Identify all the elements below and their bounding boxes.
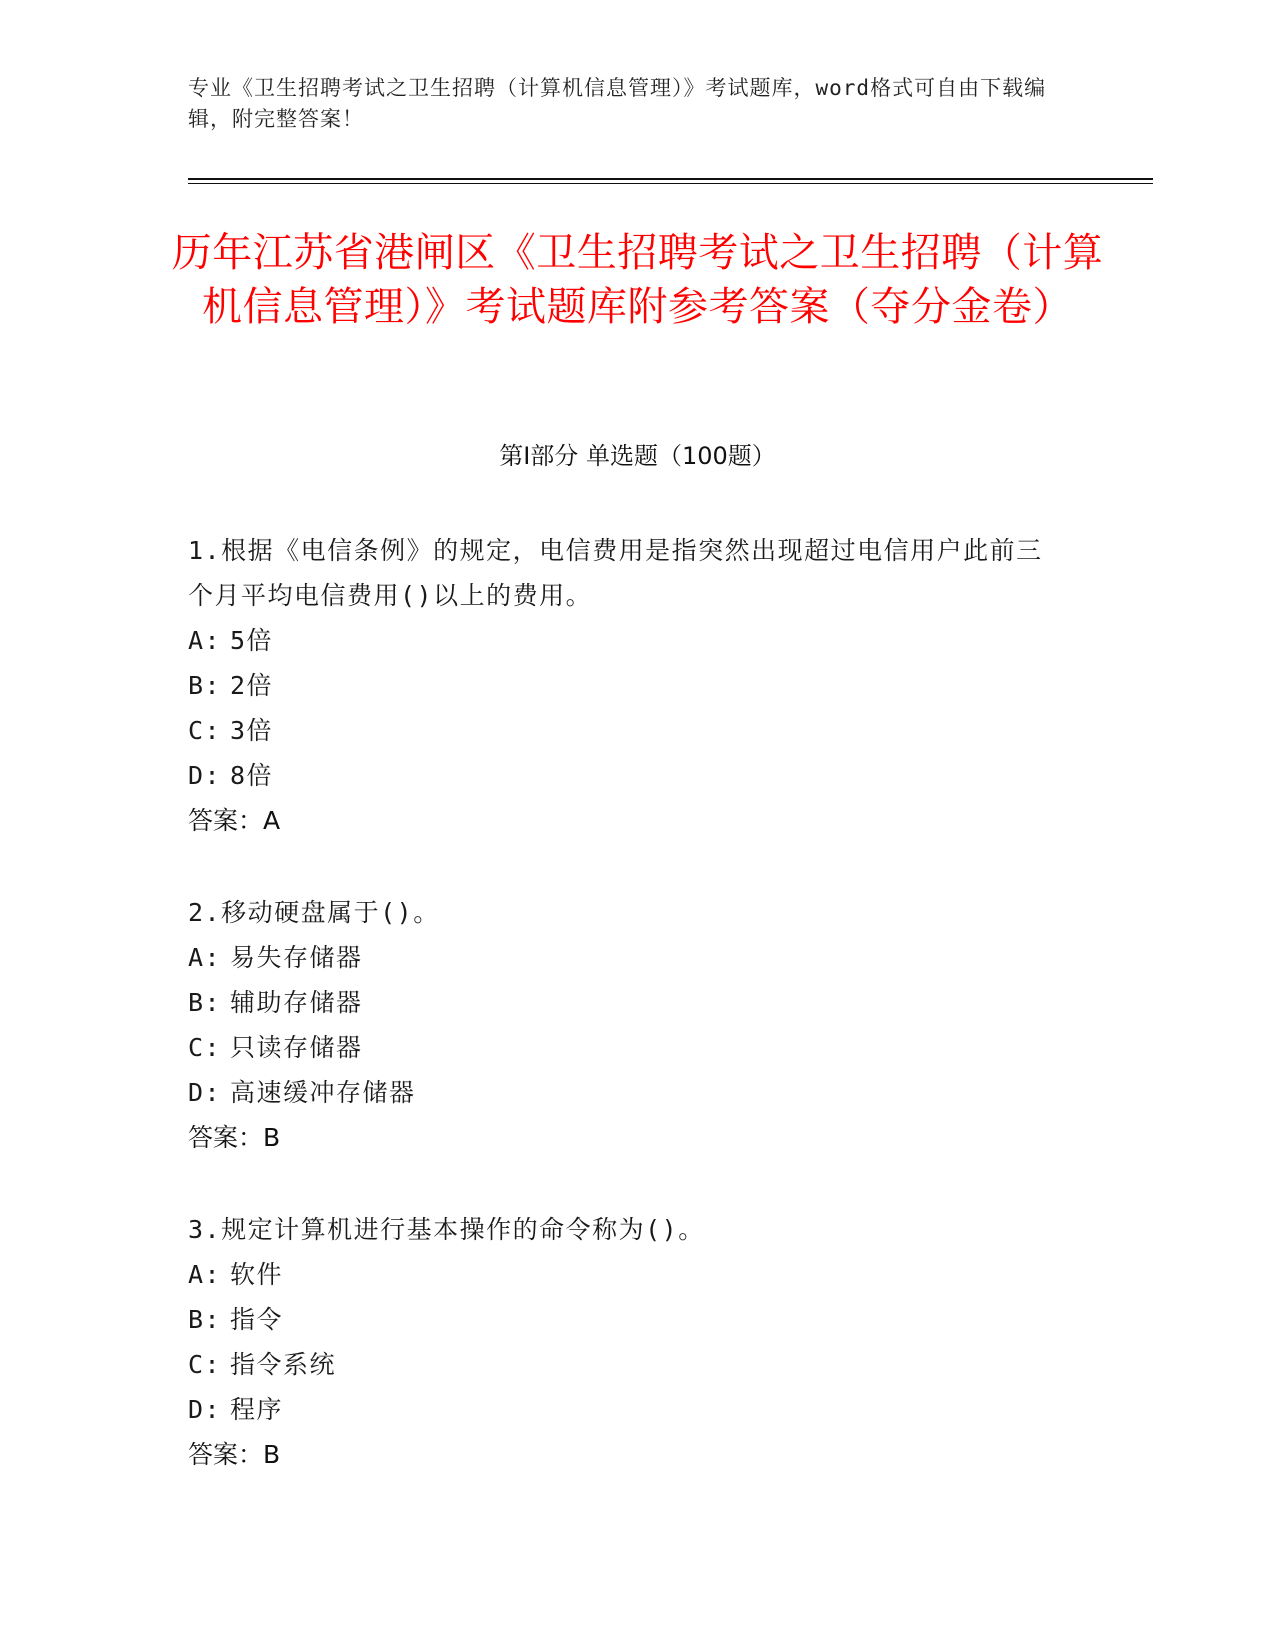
question-stem: 2.移动硬盘属于()。 bbox=[188, 898, 440, 927]
option-letter: C: bbox=[188, 1033, 222, 1062]
option-letter: A: bbox=[188, 1260, 222, 1289]
option-text: 指令系统 bbox=[230, 1350, 337, 1379]
option-b bbox=[188, 1297, 1068, 1342]
option-text: 程序 bbox=[230, 1395, 284, 1424]
option-text: 软件 bbox=[230, 1260, 284, 1289]
option-text: 只读存储器 bbox=[230, 1033, 363, 1062]
question-list bbox=[188, 528, 1068, 1524]
answer-label: 答案：B bbox=[188, 1440, 281, 1469]
option-b bbox=[188, 663, 1068, 708]
option-text: 易失存储器 bbox=[230, 943, 363, 972]
option-d bbox=[188, 1387, 1068, 1432]
option-a bbox=[188, 618, 1068, 663]
question-3 bbox=[188, 1207, 1068, 1478]
document-title: 历年江苏省港闸区《卫生招聘考试之卫生招聘（计算机信息管理）》考试题库附参考答案（夺分金卷） bbox=[171, 230, 1104, 330]
question-1 bbox=[188, 528, 1068, 844]
header-divider-thin bbox=[188, 183, 1153, 184]
option-c bbox=[188, 1025, 1068, 1070]
option-letter: B: bbox=[188, 988, 222, 1017]
option-b bbox=[188, 980, 1068, 1025]
option-d bbox=[188, 753, 1068, 798]
option-c bbox=[188, 1342, 1068, 1387]
answer-label: 答案：B bbox=[188, 1123, 281, 1152]
option-text: 5倍 bbox=[230, 626, 274, 655]
question-stem: 3.规定计算机进行基本操作的命令称为()。 bbox=[188, 1215, 705, 1244]
option-text: 2倍 bbox=[230, 671, 274, 700]
option-letter: D: bbox=[188, 1395, 222, 1424]
option-text: 3倍 bbox=[230, 716, 274, 745]
answer-label: 答案：A bbox=[188, 806, 281, 835]
option-letter: A: bbox=[188, 943, 222, 972]
option-letter: B: bbox=[188, 671, 222, 700]
option-letter: D: bbox=[188, 761, 222, 790]
question-2 bbox=[188, 890, 1068, 1161]
option-text: 8倍 bbox=[230, 761, 274, 790]
header-note: 专业《卫生招聘考试之卫生招聘（计算机信息管理）》考试题库，word格式可自由下载编辑，附完整答案！ bbox=[188, 76, 1047, 131]
option-letter: D: bbox=[188, 1078, 222, 1107]
option-text: 指令 bbox=[230, 1305, 284, 1334]
option-a bbox=[188, 1252, 1068, 1297]
option-c bbox=[188, 708, 1068, 753]
question-stem: 1.根据《电信条例》的规定，电信费用是指突然出现超过电信用户此前三个月平均电信费用()以上的费用。 bbox=[188, 536, 1043, 610]
section-heading: 第I部分 单选题（100题） bbox=[499, 442, 776, 470]
option-letter: C: bbox=[188, 1350, 222, 1379]
header-divider bbox=[188, 178, 1153, 180]
option-letter: C: bbox=[188, 716, 222, 745]
option-letter: A: bbox=[188, 626, 222, 655]
option-letter: B: bbox=[188, 1305, 222, 1334]
option-a bbox=[188, 935, 1068, 980]
option-text: 辅助存储器 bbox=[230, 988, 363, 1017]
option-text: 高速缓冲存储器 bbox=[230, 1078, 416, 1107]
option-d bbox=[188, 1070, 1068, 1115]
